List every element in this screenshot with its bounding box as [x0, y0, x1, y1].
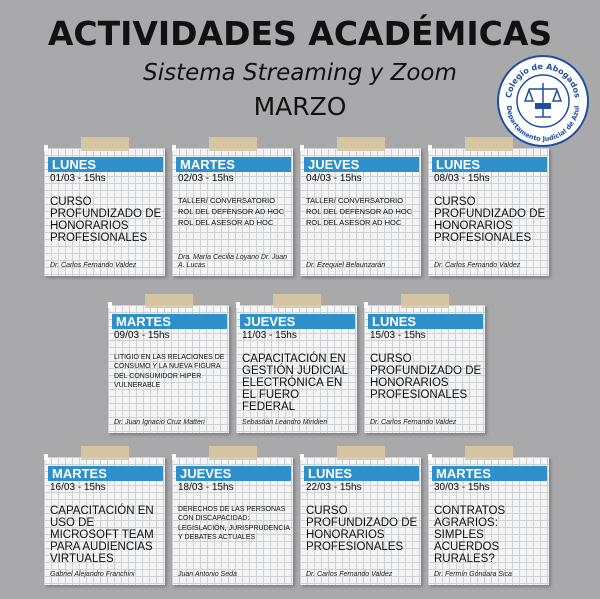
card-speaker: Dr. Fermín Góndara Sica [434, 570, 512, 578]
activity-card [44, 148, 165, 276]
card-day: MARTES [176, 157, 291, 172]
card-day: LUNES [48, 157, 163, 172]
tape-decoration [209, 446, 257, 460]
card-speaker: Dr. Carlos Fernando Valdez [306, 570, 393, 578]
card-speaker: Dr. Juan Ignacio Cruz Matteri [114, 418, 205, 426]
tape-decoration [401, 294, 449, 308]
card-date: 02/03 - 15hs [178, 173, 234, 184]
tape-decoration [337, 137, 385, 151]
card-description: CURSO PROFUNDIZADO DE HONORARIOS PROFESIONALES [434, 196, 546, 245]
activity-card [108, 305, 229, 433]
card-description: CURSO PROFUNDIZADO DE HONORARIOS PROFESIONALES [50, 196, 162, 245]
card-date: 22/03 - 15hs [306, 482, 362, 493]
card-description: CURSO PROFUNDIZADO DE HONORARIOS PROFESIONALES [306, 505, 418, 554]
svg-text:Departamento Judicial de Azul: Departamento Judicial de Azul [504, 105, 582, 144]
card-date: 04/03 - 15hs [306, 173, 362, 184]
tape-decoration [81, 137, 129, 151]
card-speaker: Dra. María Cecilia Loyano Dr. Juan A. Lucas [178, 253, 288, 269]
card-day: MARTES [112, 314, 227, 329]
card-description: CAPACITACIÓN EN USO DE MICROSOFT TEAM PARA AUDIENCIAS VIRTUALES [50, 505, 154, 566]
card-day: LUNES [304, 466, 419, 481]
bar-association-seal-logo [497, 55, 589, 147]
card-date: 16/03 - 15hs [50, 482, 106, 493]
card-speaker: Dr. Carlos Fernando Valdez [434, 261, 521, 269]
tape-decoration [465, 446, 513, 460]
card-description: CAPACITACIÓN EN GESTIÓN JUDICIAL ELECTRÓNICA EN EL FUERO FEDERAL [242, 353, 348, 414]
card-description: CURSO PROFUNDIZADO DE HONORARIOS PROFESIONALES [370, 353, 482, 402]
card-day: LUNES [432, 157, 547, 172]
tape-decoration [145, 294, 193, 308]
activity-card [236, 305, 357, 433]
card-date: 18/03 - 15hs [178, 482, 234, 493]
tape-decoration [337, 446, 385, 460]
activity-card [172, 148, 293, 276]
activity-card [364, 305, 485, 433]
card-description: CONTRATOS AGRARIOS: SIMPLES ACUERDOS RURALES? [434, 505, 506, 566]
card-speaker: Sebastián Leandro Miridieri [242, 418, 328, 426]
tape-decoration [209, 137, 257, 151]
page-subtitle: Sistema Streaming y Zoom [143, 60, 457, 86]
activity-card [428, 457, 549, 585]
card-date: 15/03 - 15hs [370, 330, 426, 341]
card-description: TALLER/ CONVERSATORIO ROL DEL DEFENSOR AD HOC ROL DEL ASESOR AD HOC [178, 196, 285, 227]
card-date: 08/03 - 15hs [434, 173, 490, 184]
card-speaker: Dr. Carlos Fernando Valdez [50, 261, 137, 269]
tape-decoration [273, 294, 321, 308]
card-date: 09/03 - 15hs [114, 330, 170, 341]
activity-card [300, 148, 421, 276]
card-speaker: Dr. Carlos Fernando Valdez [370, 418, 457, 426]
card-date: 30/03 - 15hs [434, 482, 490, 493]
activity-card [428, 148, 549, 276]
svg-text:Colegio de Abogados: Colegio de Abogados [504, 61, 582, 99]
card-speaker: Gabriel Alejandro Franchini [50, 570, 135, 578]
card-day: MARTES [432, 466, 547, 481]
card-day: MARTES [48, 466, 163, 481]
tape-decoration [465, 137, 513, 151]
card-day: JUEVES [304, 157, 419, 172]
card-description: TALLER/ CONVERSATORIO ROL DEL DEFENSOR AD HOC ROL DEL ASESOR AD HOC [306, 196, 413, 227]
activity-card [300, 457, 421, 585]
tape-decoration [81, 446, 129, 460]
card-day: JUEVES [176, 466, 291, 481]
page-title: ACTIVIDADES ACADÉMICAS [47, 14, 553, 53]
card-date: 01/03 - 15hs [50, 173, 106, 184]
card-speaker: Dr. Ezequiel Belaunzarán [306, 261, 386, 269]
card-day: LUNES [368, 314, 483, 329]
card-description: DERECHOS DE LAS PERSONAS CON DISCAPACIDAD: LEGISLACIÓN, JURISPRUDENCIA Y DEBATES ACTUALES [178, 506, 290, 542]
card-day: JUEVES [240, 314, 355, 329]
card-date: 11/03 - 15hs [242, 330, 297, 341]
month-label: MARZO [253, 92, 347, 121]
card-speaker: Juan Antonio Seda [178, 570, 237, 578]
card-description: LITIGIO EN LAS RELACIONES DE CONSUMO Y LA NUEVA FIGURA DEL CONSUMIDOR HIPER VULNERABLE [114, 354, 225, 390]
activity-card [172, 457, 293, 585]
activity-card [44, 457, 165, 585]
